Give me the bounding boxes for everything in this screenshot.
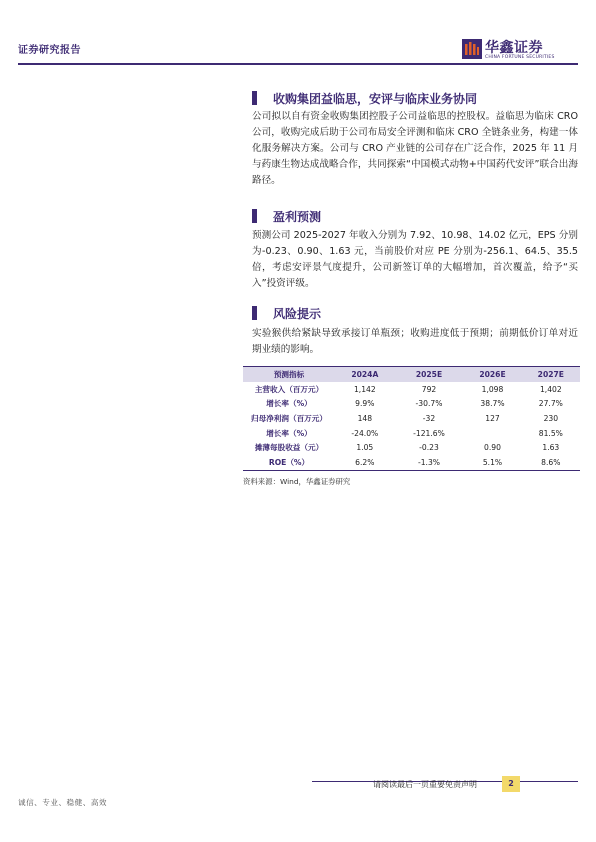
table-cell: -121.6% (413, 428, 445, 438)
table-row (243, 426, 580, 441)
table-cell: 1,402 (539, 384, 562, 394)
table-cell: 6.2% (335, 455, 395, 470)
table-cell: 1.05 (356, 443, 374, 453)
table-cell: 1,098 (481, 384, 504, 394)
logo-text-cn: 华鑫证券 (485, 40, 543, 56)
table-row (243, 397, 580, 412)
row-label: 增长率（%） (266, 428, 312, 438)
table-cell: 1.63 (542, 443, 560, 453)
table-cell: 127 (485, 413, 500, 423)
table-cell: 38.7% (480, 399, 505, 409)
table-cell: 9.9% (355, 399, 375, 409)
table-row (243, 382, 580, 397)
table-cell: 148 (357, 413, 373, 423)
table-source-note: 资料来源：Wind，华鑫证券研究 (243, 477, 351, 486)
row-label: 摊薄每股收益（元） (254, 443, 324, 453)
header-divider (18, 63, 578, 65)
table-cell: -1.3% (395, 455, 464, 470)
table-cell: 1,142 (353, 384, 376, 394)
section-title: 收购集团益临思，安评与临床业务协同 (273, 92, 478, 106)
row-label: 归母净利润（百万元） (251, 413, 327, 423)
table-cell: -32 (422, 413, 436, 423)
table-header-cell: 2026E (463, 367, 521, 383)
table-cell: 792 (421, 384, 437, 394)
forecast-table (243, 366, 580, 471)
section-marker (252, 306, 257, 320)
section-body-acquisition: 公司拟以自有资金收购集团控股子公司益临思的控股权。益临思为临床 CRO 公司，收购完成后助于公司布局安全评测和临床 CRO 全链条业务，构建一体化服务解决方案。公司与 CRO 产业链的公司存在广泛合作，2025 年 11 月与药康生物达成战略合作，共同探索“中国模式动物+中国药代安评”联合出海路径。 (252, 111, 578, 186)
section-body-forecast: 预测公司 2025-2027 年收入分别为 7.92、10.98、14.02 亿元，EPS 分别为-0.23、0.90、1.63 元，当前股价对应 PE 分别为-256.1、64.5、35.5 倍，考虑安评景气度提升，公司新签订单的大幅增加，首次覆盖，给予“买入”投资评级。 (252, 230, 578, 289)
logo-text-en: CHINA FORTUNE SECURITIES (485, 55, 555, 60)
table-header-cell: 2027E (522, 367, 580, 383)
section-marker (252, 91, 257, 105)
disclaimer-link[interactable]: 请阅读最后一页重要免责声明 (373, 780, 477, 789)
table-cell: 230 (543, 413, 559, 423)
table-cell: 8.6% (522, 455, 580, 470)
company-logo (462, 36, 582, 64)
table-row (243, 411, 580, 426)
table-cell (463, 426, 521, 441)
table-row (243, 440, 580, 455)
section-title: 风险提示 (273, 307, 322, 321)
table-cell: 0.90 (484, 443, 501, 453)
row-label: 主营收入（百万元） (254, 384, 324, 394)
row-label: ROE（%） (243, 455, 335, 470)
section-marker (252, 209, 257, 223)
section-title: 盈利预测 (273, 210, 322, 224)
footer-slogan: 诚信、专业、稳健、高效 (18, 798, 108, 807)
table-header-cell: 预测指标 (243, 367, 335, 383)
section-body-risk: 实验猴供给紧缺导致承接订单瓶颈；收购进度低于预期；前期低价订单对近期业绩的影响。 (252, 328, 578, 355)
table-cell: 81.5% (538, 428, 563, 438)
table-cell: 5.1% (463, 455, 521, 470)
row-label: 增长率（%） (266, 399, 312, 409)
table-header-row (243, 367, 580, 383)
table-cell: -24.0% (351, 428, 379, 438)
table-row (243, 455, 580, 470)
page-number-badge: 2 (502, 776, 520, 792)
table-cell: -0.23 (419, 443, 439, 453)
logo-mark-icon (462, 39, 482, 59)
table-header-cell: 2025E (395, 367, 464, 383)
header-label: 证券研究报告 (18, 45, 81, 56)
table-header-cell: 2024A (335, 367, 395, 383)
table-cell: 27.7% (538, 399, 563, 409)
table-cell: -30.7% (415, 399, 443, 409)
